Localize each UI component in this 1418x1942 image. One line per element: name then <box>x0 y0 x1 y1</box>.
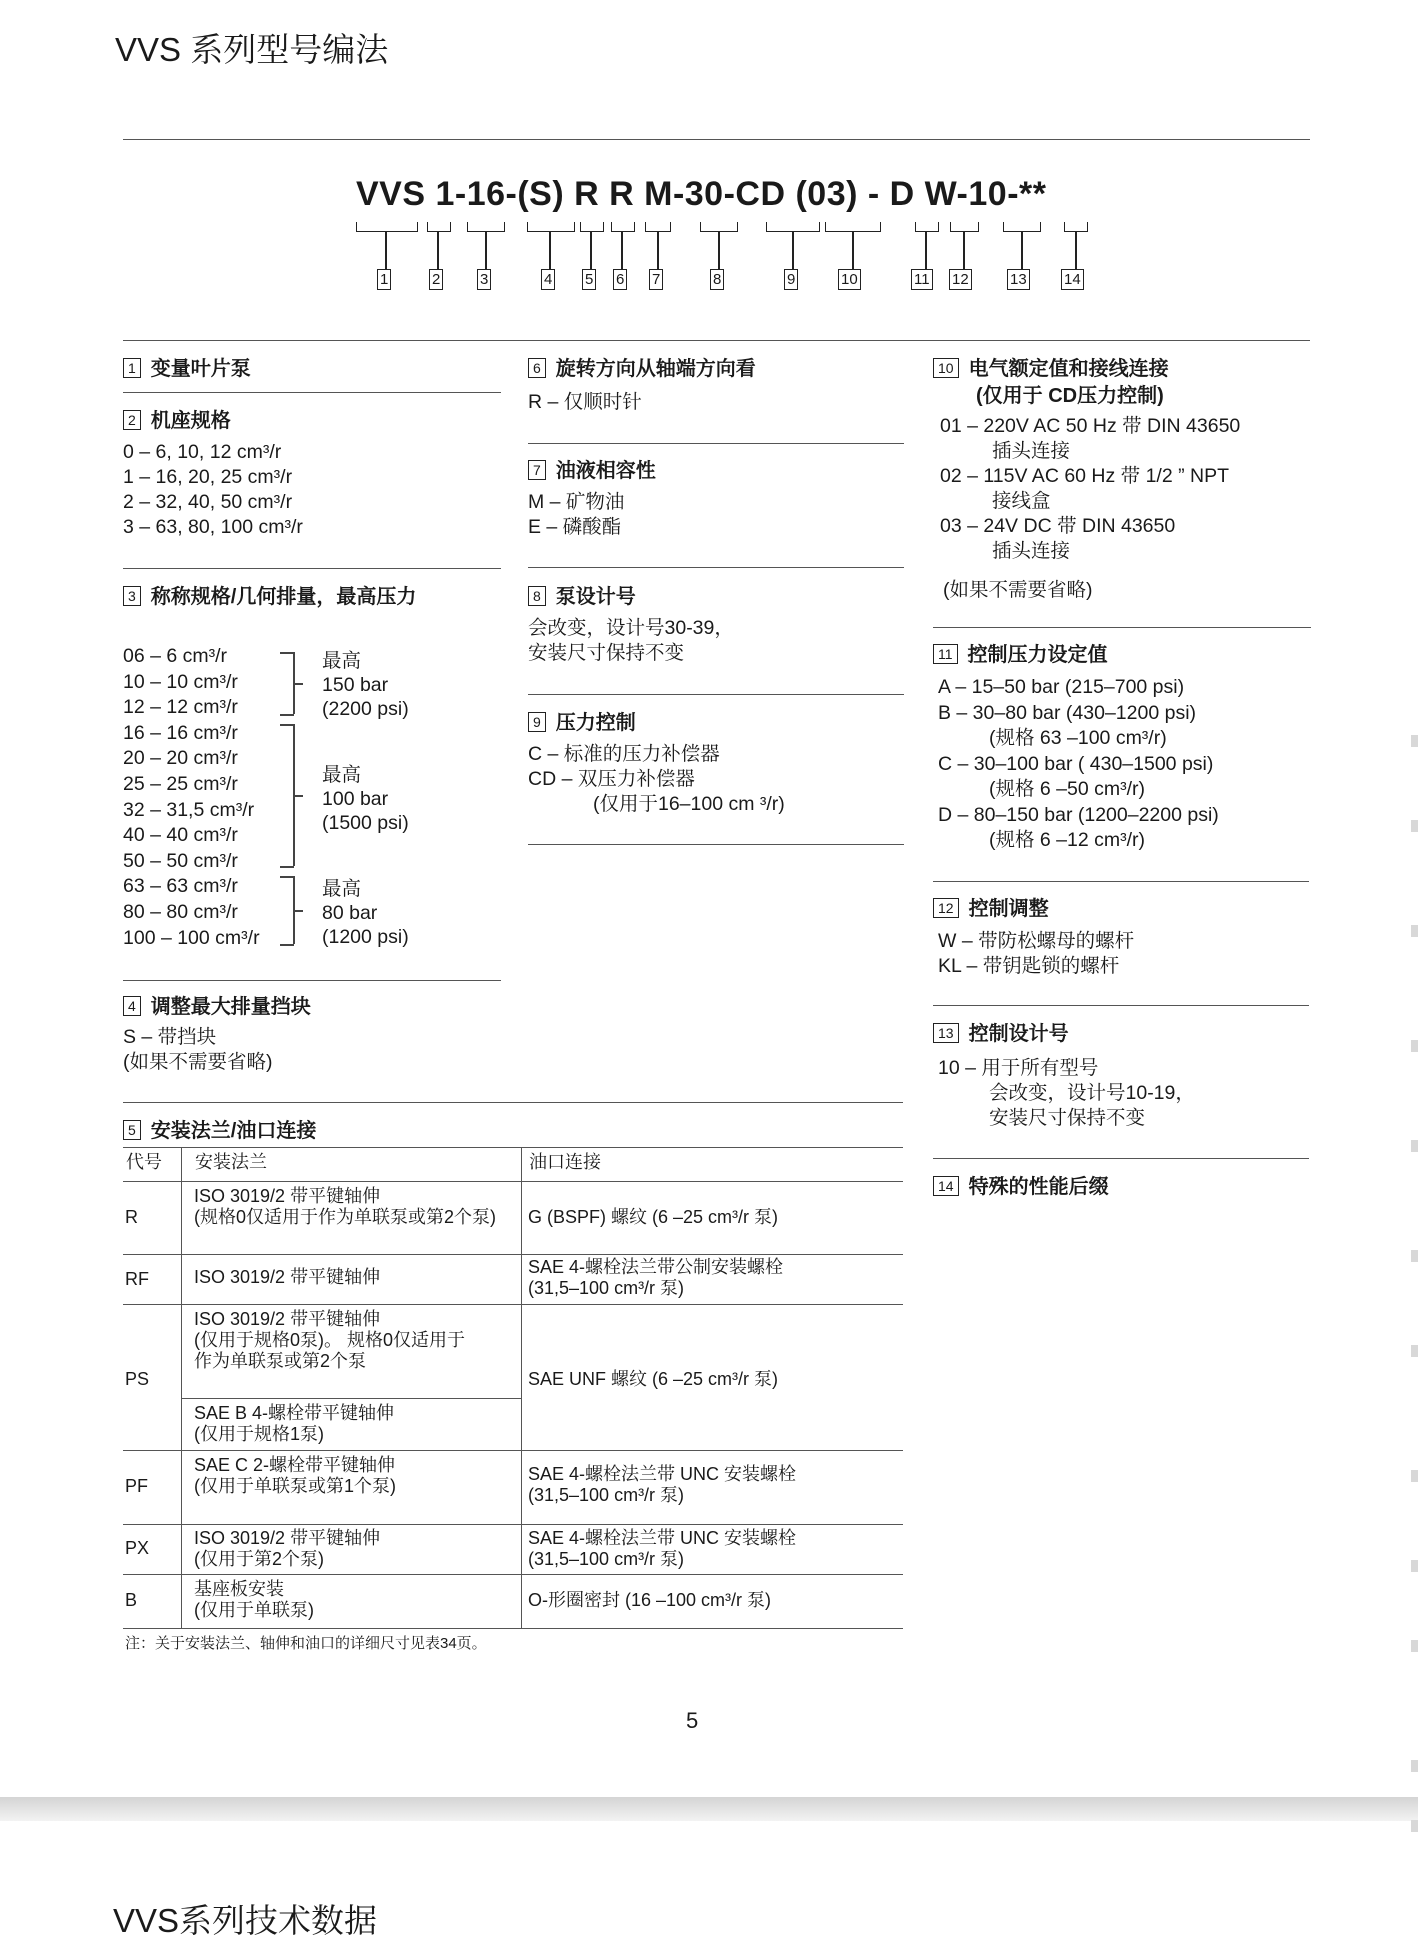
divider <box>123 568 501 569</box>
table-header-flange: 安装法兰 <box>195 1152 267 1172</box>
stop-option: S – 带挡块 (如果不需要省略) <box>123 1026 273 1073</box>
table-cell-port: O-形圈密封 (16 –100 cm³/r 泵) <box>528 1590 772 1610</box>
pressure-setting-options: A – 15–50 bar (215–700 psi) B – 30–80 bar (430–1200 psi) (规格 63 –100 cm³/r) C – 30–100 bar ( 430–1500 psi) (规格 6 –50 cm³/r) D – 80–150 bar (1200–2200 psi) (规格 6 –12 cm³/r) <box>938 676 1219 851</box>
divider <box>933 1005 1309 1006</box>
section-9-title: 9 压力控制 <box>528 706 636 735</box>
next-page-title: VVS系列技术数据 <box>113 1902 378 1939</box>
section-7-title: 7 油液相容性 <box>528 454 656 483</box>
code-number: 5 <box>582 269 596 290</box>
table-cell-code: PX <box>125 1538 150 1558</box>
divider <box>933 627 1311 628</box>
control-adjust-options: W – 带防松螺母的螺杆 KL – 带钥匙锁的螺杆 <box>938 930 1135 977</box>
code-number: 6 <box>613 269 627 290</box>
divider <box>933 1158 1309 1159</box>
design-number-text: 会改变，设计号30-39， 安装尺寸保持不变 <box>528 617 734 664</box>
divider <box>123 980 501 981</box>
table-cell-flange: ISO 3019/2 带平键轴伸 <box>194 1267 381 1287</box>
table-cell-flange: 基座板安装 (仅用于单联泵) <box>194 1579 314 1620</box>
table-cell-code: RF <box>125 1269 149 1289</box>
table-cell-flange: SAE B 4-螺栓带平键轴伸 (仅用于规格1泵) <box>194 1403 395 1444</box>
table-cell-port: SAE 4-螺栓法兰带 UNC 安装螺栓 (31,5–100 cm³/r 泵) <box>528 1528 797 1569</box>
table-header-code: 代号 <box>126 1152 162 1172</box>
table-cell-flange: ISO 3019/2 带平键轴伸 (规格0仅适用于作为单联泵或第2个泵) <box>194 1186 497 1227</box>
divider <box>933 881 1309 882</box>
code-number: 10 <box>838 269 861 290</box>
divider <box>123 340 1310 341</box>
page-break <box>0 1797 1418 1821</box>
control-design-text: 10 – 用于所有型号 会改变，设计号10-19， 安装尺寸保持不变 <box>938 1057 1195 1129</box>
rotation-option: R – 仅顺时针 <box>528 391 642 413</box>
displacement-list: 06 – 6 cm³/r 10 – 10 cm³/r 12 – 12 cm³/r 16 – 16 cm³/r 20 – 20 cm³/r 25 – 25 cm³/r 32 – 31,5 cm³/r 40 – 40 cm³/r 50 – 50 cm³/r 63 – 63 cm³/r 80 – 80 cm³/r 100 – 100 cm³/r <box>123 645 260 949</box>
code-number: 13 <box>1007 269 1030 290</box>
table-cell-code: R <box>125 1207 138 1227</box>
electrical-note: (如果不需要省略) <box>943 579 1093 601</box>
code-number: 12 <box>949 269 972 290</box>
code-number: 3 <box>477 269 491 290</box>
table-cell-flange: ISO 3019/2 带平键轴伸 (仅用于第2个泵) <box>194 1528 381 1569</box>
section-12-title: 12 控制调整 <box>933 892 1049 921</box>
fluid-options: M – 矿物油 E – 磷酸酯 <box>528 491 625 538</box>
section-10-subtitle: (仅用于 CD压力控制) <box>976 385 1164 407</box>
frame-size-list: 0 – 6, 10, 12 cm³/r 1 – 16, 20, 25 cm³/r 2 – 32, 40, 50 cm³/r 3 – 63, 80, 100 cm³/r <box>123 441 303 538</box>
electrical-options: 01 – 220V AC 50 Hz 带 DIN 43650 插头连接 02 – 115V AC 60 Hz 带 1/2 ” NPT 接线盒 03 – 24V DC 带 DIN 43650 插头连接 <box>940 415 1241 562</box>
divider <box>123 1147 903 1148</box>
code-number: 4 <box>541 269 555 290</box>
code-number: 7 <box>649 269 663 290</box>
max-pressure-80: 最高 80 bar (1200 psi) <box>322 878 409 948</box>
table-header-port: 油口连接 <box>529 1152 601 1172</box>
section-11-title: 11 控制压力设定值 <box>933 638 1108 667</box>
table-cell-code: PF <box>125 1476 149 1496</box>
max-pressure-100: 最高 100 bar (1500 psi) <box>322 764 409 834</box>
table-cell-port: SAE 4-螺栓法兰带 UNC 安装螺栓 (31,5–100 cm³/r 泵) <box>528 1464 797 1505</box>
code-number: 11 <box>911 269 933 290</box>
divider <box>123 1102 903 1103</box>
section-8-title: 8 泵设计号 <box>528 580 636 609</box>
section-4-title: 4 调整最大排量挡块 <box>123 990 311 1019</box>
page-number: 5 <box>686 1708 699 1733</box>
code-number: 8 <box>710 269 724 290</box>
table-cell-port: G (BSPF) 螺纹 (6 –25 cm³/r 泵) <box>528 1207 779 1227</box>
max-pressure-150: 最高 150 bar (2200 psi) <box>322 650 409 720</box>
divider <box>123 392 501 393</box>
table-note: 注：关于安装法兰、轴伸和油口的详细尺寸见表34页。 <box>125 1635 487 1652</box>
pressure-control-options: C – 标准的压力补偿器 CD – 双压力补偿器 (仅用于16–100 cm ³/r) <box>528 743 785 815</box>
divider <box>528 694 904 695</box>
code-number: 14 <box>1061 269 1084 290</box>
table-cell-code: B <box>125 1590 138 1610</box>
table-cell-code: PS <box>125 1369 150 1389</box>
code-number: 2 <box>429 269 443 290</box>
divider <box>528 443 904 444</box>
section-5-title: 5 安装法兰/油口连接 <box>123 1114 316 1143</box>
code-number: 9 <box>784 269 798 290</box>
divider <box>528 567 904 568</box>
section-2-title: 2 机座规格 <box>123 404 231 433</box>
model-code: VVS 1-16-(S) R R M-30-CD (03) - D W-10-** <box>356 175 1047 213</box>
section-6-title: 6 旋转方向从轴端方向看 <box>528 352 756 381</box>
section-14-title: 14 特殊的性能后缀 <box>933 1170 1109 1199</box>
section-10-title: 10 电气额定值和接线连接 <box>933 352 1169 381</box>
divider <box>123 139 1310 140</box>
table-cell-port: SAE UNF 螺纹 (6 –25 cm³/r 泵) <box>528 1369 779 1389</box>
page-title: VVS 系列型号编法 <box>115 31 389 68</box>
table-cell-port: SAE 4-螺栓法兰带公制安装螺栓 (31,5–100 cm³/r 泵) <box>528 1257 784 1298</box>
code-number: 1 <box>377 269 391 290</box>
divider <box>528 844 904 845</box>
section-3-title: 3 称称规格/几何排量，最高压力 <box>123 580 416 609</box>
table-cell-flange: SAE C 2-螺栓带平键轴伸 (仅用于单联泵或第1个泵) <box>194 1455 396 1496</box>
table-cell-flange: ISO 3019/2 带平键轴伸 (仅用于规格0泵)。 规格0仅适用于 作为单联泵或第2个泵 <box>194 1309 466 1371</box>
section-1-title: 1 变量叶片泵 <box>123 352 251 381</box>
section-13-title: 13 控制设计号 <box>933 1017 1069 1046</box>
